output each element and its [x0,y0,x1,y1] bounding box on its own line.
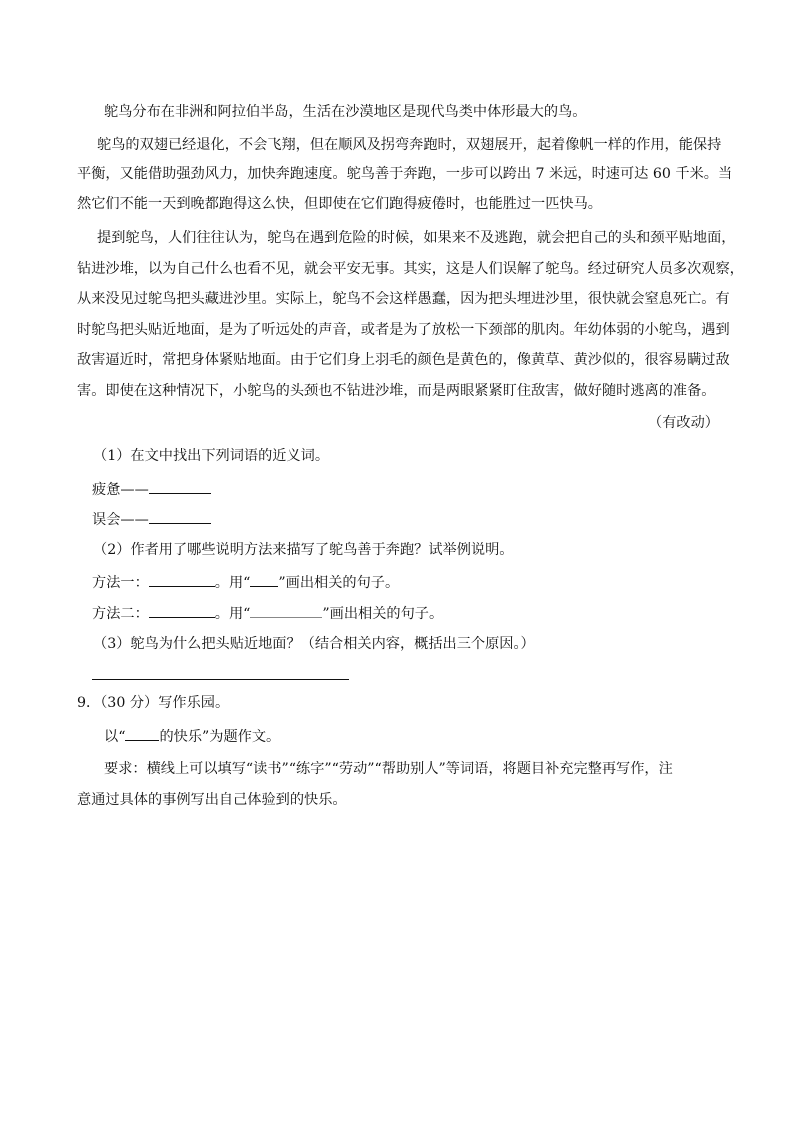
method-1-underline-sample [250,572,278,587]
synonym-answer-blank-2[interactable] [149,509,211,524]
passage-paragraph-3-line-2: 钻进沙堆，以为自己什么也看不见，就会平安无事。其实，这是人们误解了鸵鸟。经过研究人员多次观察， [77,261,744,277]
method-2-underline-sample [250,603,322,618]
method-1-mid-text: 。用“ [214,575,251,591]
writing-heading: 9．（30 分）写作乐园。 [77,695,230,711]
writing-requirements-line-2: 意通过具体的事例写出自己体验到的快乐。 [77,792,347,808]
question-2-method-1 [92,572,399,593]
question-1-word-1: 疲惫—— [92,482,149,498]
question-2-method-2 [92,603,443,624]
method-2-answer-blank[interactable] [149,603,215,618]
essay-title-blank[interactable] [125,726,159,741]
writing-prompt [104,726,280,747]
synonym-answer-blank-1[interactable] [149,479,211,494]
question-3-prompt: （3）鸵鸟为什么把头贴近地面？（结合相关内容，概括出三个原因。） [93,636,535,652]
passage-paragraph-2-line-3: 然它们不能一天到晚都跑得这么快，但即使在它们跑得疲倦时，也能胜过一匹快马。 [77,196,602,212]
writing-prompt-suffix: 的快乐”为题作文。 [159,729,281,745]
question-1-item-1 [92,479,211,500]
passage-paragraph-2-line-1: 鸵鸟的双翅已经退化，不会飞翔，但在顺风及拐弯奔跑时，双翅展开，起着像帆一样的作用，能保持 [97,137,722,153]
question-3-answer-line[interactable] [92,679,349,680]
method-1-suffix-text: ”画出相关的句子。 [278,575,400,591]
passage-paragraph-3-line-3: 从来没见过鸵鸟把头藏进沙里。实际上，鸵鸟不会这样愚蠢，因为把头埋进沙里，很快就会窒息死亡。有 [77,291,730,307]
writing-requirements-line-1: 要求：横线上可以填写“读书”“练字”“劳动”“帮助别人”等词语，将题目补充完整再写作，注 [104,761,673,777]
passage-paragraph-3-line-1: 提到鸵鸟，人们往往认为，鸵鸟在遇到危险的时候，如果来不及逃跑，就会把自己的头和颈平贴地面， [97,230,736,246]
question-1-item-2 [92,509,211,530]
passage-paragraph-3-line-4: 时鸵鸟把头贴近地面，是为了听远处的声音，或者是为了放松一下颈部的肌肉。年幼体弱的小鸵鸟，遇到 [77,322,730,338]
method-1-answer-blank[interactable] [149,572,215,587]
passage-paragraph-3-line-5: 敌害逼近时，常把身体紧贴地面。由于它们身上羽毛的颜色是黄色的，像黄草、黄沙似的，很容易瞒过敌 [77,352,730,368]
method-2-mid-text: 。用“ [214,606,251,622]
method-1-label: 方法一： [92,575,149,591]
source-note: （有改动） [648,415,719,431]
passage-paragraph-2-line-2: 平衡，又能借助强劲风力，加快奔跑速度。鸵鸟善于奔跑，一步可以跨出 7 米远，时速可达 60 千米。当 [77,166,733,182]
question-1-prompt: （1）在文中找出下列词语的近义词。 [93,448,330,464]
writing-prompt-prefix: 以“ [104,729,126,745]
question-1-word-2: 误会—— [92,512,149,528]
passage-paragraph-1: 鸵鸟分布在非洲和阿拉伯半岛，生活在沙漠地区是现代鸟类中体形最大的鸟。 [104,104,587,120]
question-2-prompt: （2）作者用了哪些说明方法来描写了鸵鸟善于奔跑？试举例说明。 [93,542,514,558]
passage-paragraph-3-line-6: 害。即使在这种情况下，小鸵鸟的头颈也不钻进沙堆，而是两眼紧紧盯住敌害，做好随时逃离的准备。 [77,383,716,399]
method-2-suffix-text: ”画出相关的句子。 [322,606,444,622]
method-2-label: 方法二： [92,606,149,622]
